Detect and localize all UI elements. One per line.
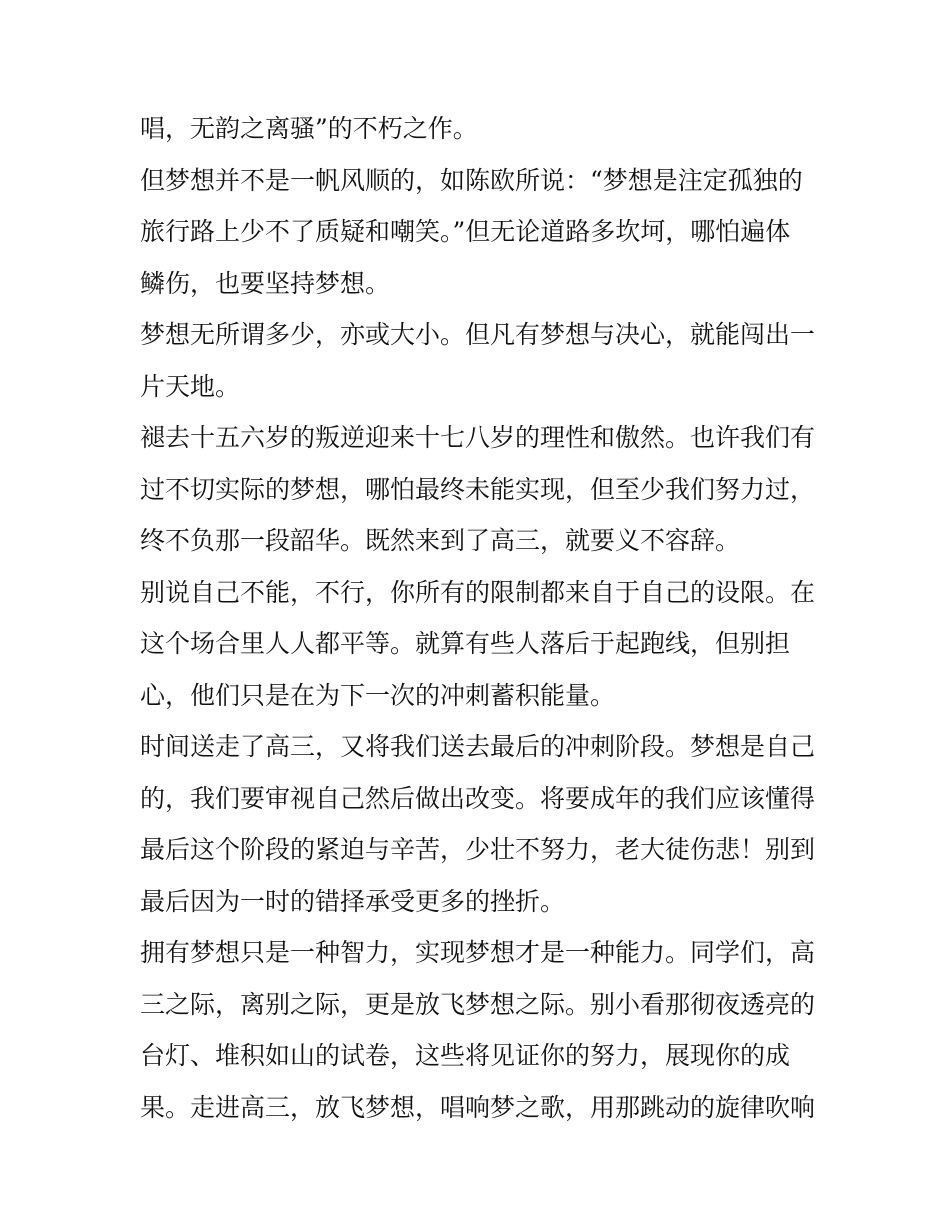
text-line: 片天地。 [140, 371, 241, 401]
text-line: 台灯、堆积如山的试卷，这些将见证你的努力，展现你的成 [140, 1041, 791, 1070]
text-line: 时间送走了高三，又将我们送去最后的冲刺阶段。梦想是自己 [140, 732, 816, 761]
text-line: 最后这个阶段的紧迫与辛苦，少壮不努力，老大徒伤悲！别到 [140, 835, 816, 864]
text-line: 褪去十五六岁的叛逆迎来十七八岁的理性和傲然。也许我们有 [140, 423, 816, 452]
text-line: 三之际，离别之际，更是放飞梦想之际。别小看那彻夜透亮的 [140, 989, 816, 1019]
text-line: 终不负那一段韶华。既然来到了高三，就要义不容辞。 [140, 526, 741, 555]
text-line: 旅行路上少不了质疑和嘲笑。”但无论道路多坎坷，哪怕遍体 [140, 217, 791, 246]
text-line: 鳞伤，也要坚持梦想。 [140, 268, 391, 298]
text-line: 但梦想并不是一帆风顺的，如陈欧所说：“梦想是注定孤独的 [140, 165, 803, 195]
text-line: 最后因为一时的错择承受更多的挫折。 [140, 886, 566, 916]
text-line: 别说自己不能，不行，你所有的限制都来自于自己的设限。在 [140, 577, 816, 607]
text-line: 梦想无所谓多少，亦或大小。但凡有梦想与决心，就能闯出一 [140, 320, 816, 349]
text-line: 果。走进高三，放飞梦想，唱响梦之歌，用那跳动的旋律吹响 [140, 1092, 816, 1122]
text-line: 拥有梦想只是一种智力，实现梦想才是一种能力。同学们，高 [140, 938, 816, 967]
text-line: 过不切实际的梦想，哪怕最终未能实现，但至少我们努力过， [140, 474, 816, 504]
text-line: 的，我们要审视自己然后做出改变。将要成年的我们应该懂得 [140, 783, 816, 813]
text-line: 唱，无韵之离骚”的不朽之作。 [140, 114, 478, 143]
document-body-text [140, 103, 820, 1133]
text-line: 心，他们只是在为下一次的冲刺蓄积能量。 [140, 680, 616, 710]
text-line: 这个场合里人人都平等。就算有些人落后于起跑线，但别担 [140, 629, 791, 658]
